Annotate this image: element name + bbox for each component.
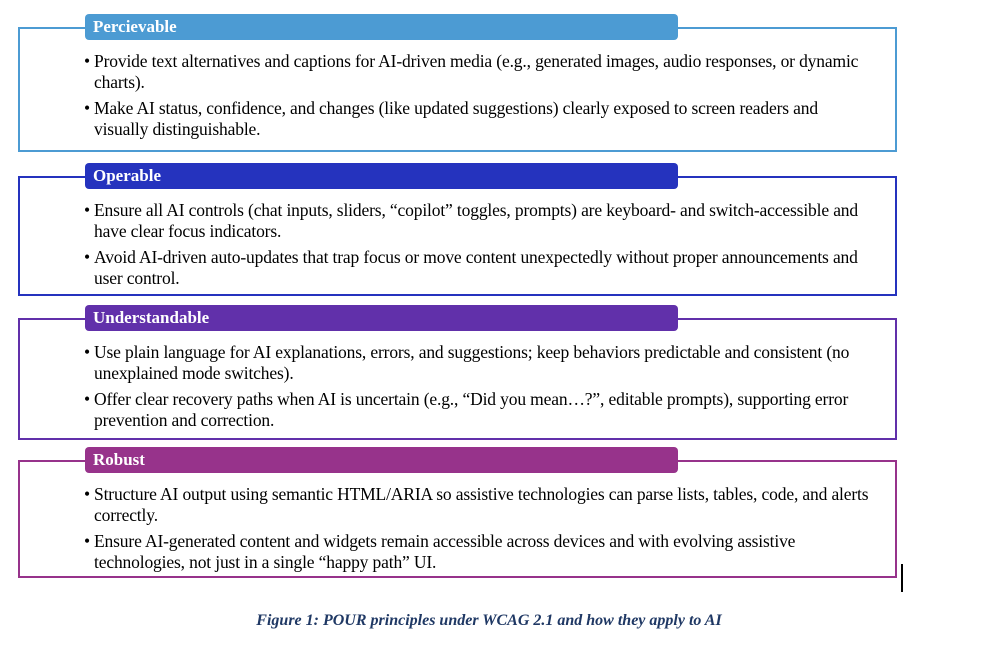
bullet-item: • Ensure AI-generated content and widgets remain accessible across devices and with evolving assistive technologies, not just in a single “happy path” UI. — [85, 531, 871, 573]
bullet-item: • Offer clear recovery paths when AI is uncertain (e.g., “Did you mean…?”, editable prompts), supporting error prevention and correction. — [85, 389, 871, 431]
pour-box-understandable — [18, 305, 897, 440]
box-title-operable: Operable — [93, 166, 161, 185]
bullet-list — [85, 51, 871, 140]
pour-box-percievable — [18, 14, 897, 152]
text-cursor — [901, 564, 903, 592]
box-body-robust — [85, 484, 871, 578]
box-title-understandable: Understandable — [93, 308, 210, 327]
pour-box-robust — [18, 447, 897, 578]
box-title-bar-robust — [85, 447, 678, 473]
box-title-bar-operable — [85, 163, 678, 189]
box-title-percievable: Percievable — [93, 17, 177, 36]
box-body-percievable — [85, 51, 871, 145]
bullet-list — [85, 342, 871, 431]
bullet-list — [85, 484, 871, 573]
bullet-item: • Structure AI output using semantic HTML/ARIA so assistive technologies can parse lists, tables, code, and alerts correctly. — [85, 484, 871, 526]
bullet-list — [85, 200, 871, 289]
bullet-item: • Make AI status, confidence, and changes (like updated suggestions) clearly exposed to screen readers and visually distinguishable. — [85, 98, 871, 140]
box-title-robust: Robust — [93, 450, 145, 469]
box-body-operable — [85, 200, 871, 294]
figure-caption: Figure 1: POUR principles under WCAG 2.1 and how they apply to AI — [256, 612, 722, 629]
box-body-understandable — [85, 342, 871, 436]
bullet-item: • Avoid AI-driven auto-updates that trap focus or move content unexpectedly without proper announcements and user control. — [85, 247, 871, 289]
pour-box-operable — [18, 163, 897, 296]
bullet-item: • Ensure all AI controls (chat inputs, sliders, “copilot” toggles, prompts) are keyboard- and switch-accessible and have clear focus indicators. — [85, 200, 871, 242]
bullet-item: • Provide text alternatives and captions for AI-driven media (e.g., generated images, audio responses, or dynamic charts). — [85, 51, 871, 93]
box-title-bar-percievable — [85, 14, 678, 40]
box-title-bar-understandable — [85, 305, 678, 331]
bullet-item: • Use plain language for AI explanations, errors, and suggestions; keep behaviors predictable and consistent (no unexplained mode switches). — [85, 342, 871, 384]
